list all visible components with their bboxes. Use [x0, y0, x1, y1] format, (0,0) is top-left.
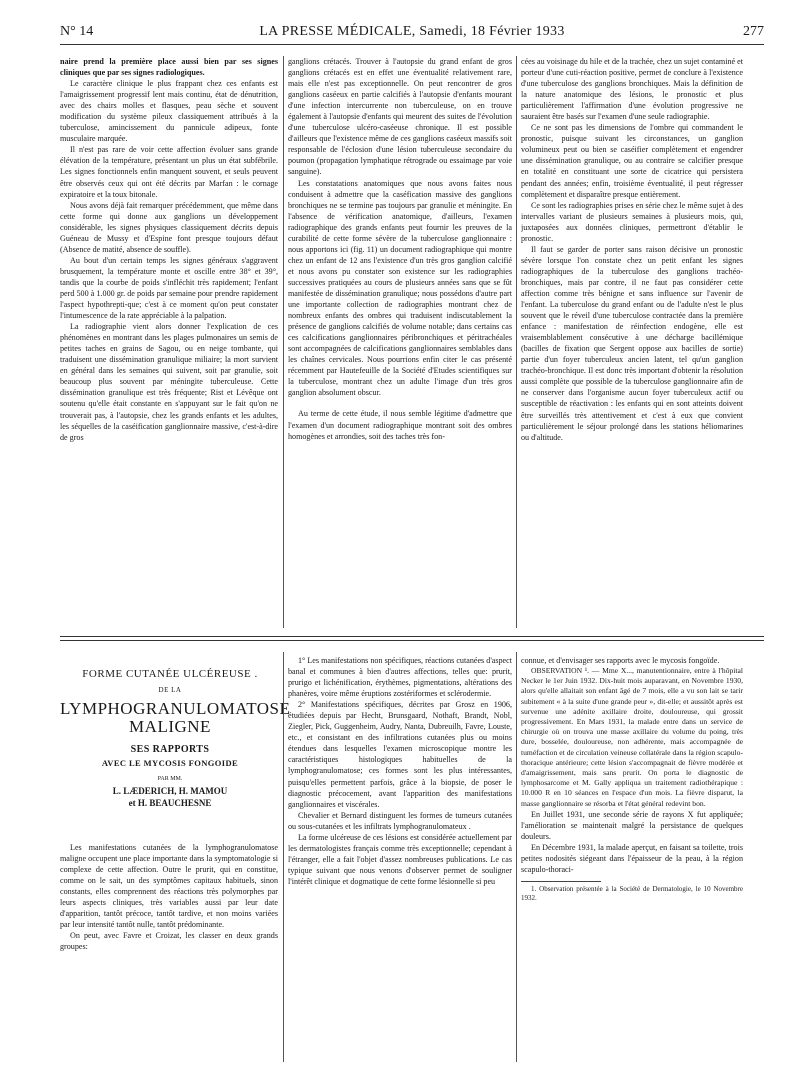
column-divider: [516, 56, 517, 628]
column-3: [521, 56, 743, 628]
paragraph: Chevalier et Bernard distinguent les formes de tumeurs cutanées ou sous-cutanées et les infiltrats lymphogranulomateux .: [288, 810, 512, 831]
paragraph: En Décembre 1931, la malade aperçut, en faisant sa toilette, trois petites nodosités siégeant dans l'épaisseur de la peau, à la région scapulo-thoraci-: [521, 843, 743, 875]
article-title-main: MALIGNE: [129, 717, 211, 736]
article-authors: et H. BEAUCHESNE: [128, 798, 212, 808]
paragraph: Il faut se garder de porter sans raison décisive un pronostic sévère lorsque l'on constate chez un petit enfant les signes radiographiques de la tuberculose des ganglions trachéo-bronchiques, mais par contre, il ne faut pas considérer cette affection comme très bénigne et sans influence sur l'avenir de l'enfant. La tuberculose du grand enfant ou de l'adulte n'est le plus souvent que le réveil d'une tuberculose contractée dans la première enfance : manifestation de réinfection endogène, elle est vraisemblablement consécutive à une décharge bacillémique (bacilles de fixation que Sergent oppose aux bacilles de sortie) partie d'un foyer tuberculeux ancien latent, tel qu'un ganglion trachéo-bronchique. Il est donc très important d'obtenir la résolution aussi complète que possible de la tuberculose ganglionnaire afin de ne conserver dans l'organisme aucun foyer tuberculeux actif ou susceptible de réactivation : les enfants qui en sont atteints doivent être surveillés très attentivement et c'est à eux que convient particulièrement le séjour prolongé dans les stations héliomarines ou d'altitude.: [521, 244, 743, 442]
article-title-line: FORME CUTANÉE ULCÉREUSE .: [82, 668, 258, 680]
paragraph: 1° Les manifestations non spécifiques, réactions cutanées d'aspect banal et communes à bien d'autres affections, telles que: prurit, prurigo et lichénification, érythèmes, pigmentations, altérations des phanères, voire même éruptions zostériformes et sclérodermie.: [288, 656, 512, 699]
article-title-main: LYMPHOGRANULOMATOSE: [60, 699, 291, 718]
column-1: [60, 56, 278, 628]
paragraph: Au terme de cette étude, il nous semble légitime d'admettre que l'examen d'un document radiographique montrant soit des ombres homogènes et arrondies, soit des taches très fon-: [288, 409, 512, 441]
column-divider: [283, 56, 284, 628]
paragraph: cées au voisinage du hile et de la trachée, chez un sujet contaminé et porteur d'une cuti-réaction positive, permet de conclure à l'existence d'une tuberculose des ganglions bronchiques. Mais la définition de la nature anatomique des lésions, le pronostic et plus particulièrement l'affirmation d'une évolution progressive ne sauraient être basés sur l'examen d'une seule radiographie.: [521, 57, 743, 122]
column-6: [521, 655, 743, 1065]
column-2: [288, 56, 512, 628]
article-authors: L. LÆDERICH, H. MAMOU: [112, 786, 228, 796]
observation-paragraph: OBSERVATION ¹. — Mme X..., manutentionnaire, entre à l'hôpital Necker le 1er Juin 1932. Dix-huit mois auparavant, en Novembre 1930, alors qu'elle allaitait son enfant âgé de 7 mois, elle a vu son lait se tarir subitement « à la suite d'une grande peur », dit-elle; et aussitôt après est survenue une adénite axillaire droite, douloureuse, qui grossit progressivement. En Mars 1931, la malade entre dans un service de chirurgie où on trouva une masse axillaire du volume du poing, très dure, bosselée, douloureuse, non adhérente, mais accompagnée de tuméfaction et de circulation veineuse collatérale dans la région scapulo-thoracique antérieure; cette lésion s'accompagnait de fièvre modérée et d'amaigrissement, mais sans prurit. On porta le diagnostic de lymphosarcome et M. Gally appliqua un traitement radiothérapique : 10.000 R en 10 séances en l'espace d'un mois. La fièvre disparut, la masse ganglionnaire se résorba et l'état général redevint bon.: [521, 666, 743, 808]
paragraph: Le caractère clinique le plus frappant chez ces enfants est l'amaigrissement progressif lent mais continu, état de dénutrition, avec des chairs molles et flasques, peau sèche et souvent modification du système pileux classiquement attribués à la tuberculose, amincissement du pannicule adipeux, fonte musculaire marquée.: [60, 79, 278, 144]
article-subtitle: AVEC LE MYCOSIS FONGOIDE: [101, 758, 239, 768]
paragraph: Il n'est pas rare de voir cette affection évoluer sans grande élévation de la température, présentant un plus un état subfébrile. Les signes fonctionnels enfin manquent souvent, et seuls peuvent être observés ceux qui ont été décrits par Marfan : le cornage expiratoire et la toux bitonale.: [60, 145, 278, 199]
paragraph: connue, et d'envisager ses rapports avec le mycosis fongoïde.: [521, 656, 720, 665]
column-4: [60, 842, 278, 1057]
paragraph: En Juillet 1931, une seconde série de rayons X fut appliquée; l'amélioration se maintenait malgré la persistance de quelques douleurs.: [521, 809, 743, 841]
paragraph: Ce sont les radiographies prises en série chez le même sujet à des intervalles variant de plusieurs semaines à plusieurs mois, qui, juxtaposées aux données cliniques, permettront d'établir le pronostic.: [521, 200, 743, 243]
page-number: 277: [743, 24, 764, 39]
paragraph: naire prend la première place aussi bien par ses signes cliniques que par ses signes radiologiques.: [60, 57, 278, 78]
paragraph: ganglions crétacés. Trouver à l'autopsie du grand enfant de gros ganglions crétacés est en effet une éventualité relativement rare, mais elle n'est pas exceptionnelle. On peut rencontrer de gros ganglions caséeux en partie calcifiés à l'autopsie d'enfants mourant d'une infection intercurrente non tuberculeuse, on en trouve également à l'autopsie d'enfants qui meurent des suites de l'évolution d'une tuberculose ulcéro-caséeuse chronique. Il est possible d'ailleurs que l'existence même de ces ganglions caséeux massifs soit responsable de l'éclosion d'une lésion tuberculeuse secondaire du poumon (propagation lymphatique rétrograde ou essaimage par voie sanguine).: [288, 57, 512, 177]
paragraph: Nous avons déjà fait remarquer précédemment, que même dans cette forme qui donne aux ganglions un développement considérable, les signes physiques classiquement décrits depuis Guéneau de Mussy et d'Espine font presque toujours défaut (Absence de matité, absence de souffle).: [60, 200, 278, 254]
footnote: 1. Observation présentée à la Société de Dermatologie, le 10 Novembre 1932.: [521, 885, 743, 903]
byline-par: PAR MM.: [157, 776, 183, 782]
article-subtitle: SES RAPPORTS: [130, 744, 210, 755]
paragraph: Les constatations anatomiques que nous avons faites nous conduisent à admettre que la caséfication massive des ganglions bronchiques ne se termine pas toujours par granulie et méningite. En l'absence de vérification anatomique, d'ailleurs, l'examen radiographique des grands enfants peut fournir les preuves de la curabilité de cette forme sévère de la tuberculose ganglionnaire : nous apportons ici (fig. 11) un document radiographique qui montre chez un enfant de 12 ans l'existence d'un très gros ganglion calcifié et nous avons pu constater son existence sur les radiographies successives pratiquées au cours de plusieurs années sans que se fût manifestée de dissémination granulique; nous possédons d'autre part une importante collection de radiographies montrant chez de nombreux enfants des ombres qui traduisent indiscutablement la présence de ganglions calcifiés de volume notable; dans certains cas ces calcifications ganglionnaires péribronchiques et péritrachéales sont accompagnées de calcifications ganglionnaires semblables dans les chaînes cervicales. Nous pourrions enfin citer le cas présenté récemment par Hautefeuille de la Société d'Etudes scientifiques sur la tuberculose, montrant chez un adulte l'image d'un très gros ganglion absolument obscur.: [288, 178, 512, 398]
journal-title: LA PRESSE MÉDICALE, Samedi, 18 Février 1933: [259, 24, 565, 39]
column-divider: [283, 652, 284, 1062]
column-5: [288, 655, 512, 1065]
article-title-block: [60, 664, 291, 808]
paragraph: La radiographie vient alors donner l'explication de ces phénomènes en montrant dans les plages pulmonaires un semis de petites taches en grains de Sagou, ou en neige tombante, qui traduisent une dissémination granulique miliaire; la mort survient en général dans les semaines qui suivent, soit par granulie, soit beaucoup plus souvent par méningite tuberculeuse. Cette dissémination granulique est très fréquente; Rist et Lévêque ont soutenu qu'elle était constante en s'appuyant sur le fait qu'on ne trouverait pas, à l'autopsie, chez les grands enfants et les adultes, les séquelles de la caséification ganglionnaire massive, c'est-à-dire de gros: [60, 322, 278, 442]
section-rule: [60, 636, 764, 637]
paragraph: 2° Manifestations spécifiques, décrites par Grosz en 1906, étudiées depuis par Hecht, Brunsgaard, Nothaft, Brandt, Nobl, Ziegler, Pick, Guggenheim, Audry, Nanta, Dubreuilh, Favre, Louste, etc., et consistant en des infiltrations cutanées plus ou moins étendues dans lesquelles l'examen microscopique montre les caractéristiques histologiques habituelles de la lymphogranulomatose; ces formes sont les plus intéressantes, puisqu'elles permettent parfois, grâce à la biopsie, de poser le diagnostic précocement, avant l'apparition des manifestations ganglionnaires et viscérales.: [288, 700, 512, 809]
column-divider: [516, 652, 517, 1062]
footnote-rule: [521, 881, 601, 882]
paragraph: La forme ulcéreuse de ces lésions est considérée actuellement par les dermatologistes français comme très exceptionnelle; cependant à l'étranger, elle a fait l'objet d'assez nombreuses publications. Le cas typique suivant que nous venons d'observer permet de souligner l'intérêt clinique et dogmatique de cette forme lésionnelle si peu: [288, 832, 512, 886]
paragraph: Ce ne sont pas les dimensions de l'ombre qui commandent le pronostic, puisque suivant les circonstances, un ganglion volumineux peut ou bien se caséifier complètement et engendrer une dissémination granulique, ou au contraire se calcifier presque en totalité en constituant une sorte de cicatrice qui persistera pendant des années; enfin, troisième éventualité, il peut régresser complètement et disparaître presque entièrement.: [521, 123, 743, 199]
header-rule: [60, 44, 764, 45]
article-title-line: DE LA: [158, 686, 182, 694]
page-header: [60, 24, 764, 46]
paragraph: On peut, avec Favre et Croizat, les classer en deux grands groupes:: [60, 931, 278, 952]
issue-number: N° 14: [60, 24, 94, 39]
section-rule: [60, 640, 764, 641]
paragraph: Les manifestations cutanées de la lymphogranulomatose maligne occupent une place importante dans la symptomatologie si complexe de cette affection. Outre le prurit, qui en constitue, comme on le sait, un des symptômes capitaux habituels, sinon constants, elles comprennent des réactions très polymorphes par leurs aspects cliniques, très variables aussi par leur date d'apparition, tantôt précoce, tantôt tardive, et non moins variées par leur intensité tantôt nulle, tantôt prédominante.: [60, 843, 278, 930]
paragraph: Au bout d'un certain temps les signes généraux s'aggravent brusquement, la température monte et oscille entre 38° et 39°, tandis que la courbe de poids s'infléchit très rapidement; l'enfant perd 500 à 1.000 gr. de poids par semaine pour prendre rapidement l'aspect hypothrepti-que; c'est à ce moment qu'on peut constater l'intumescence de la rate appréciable à la palpation.: [60, 255, 278, 321]
